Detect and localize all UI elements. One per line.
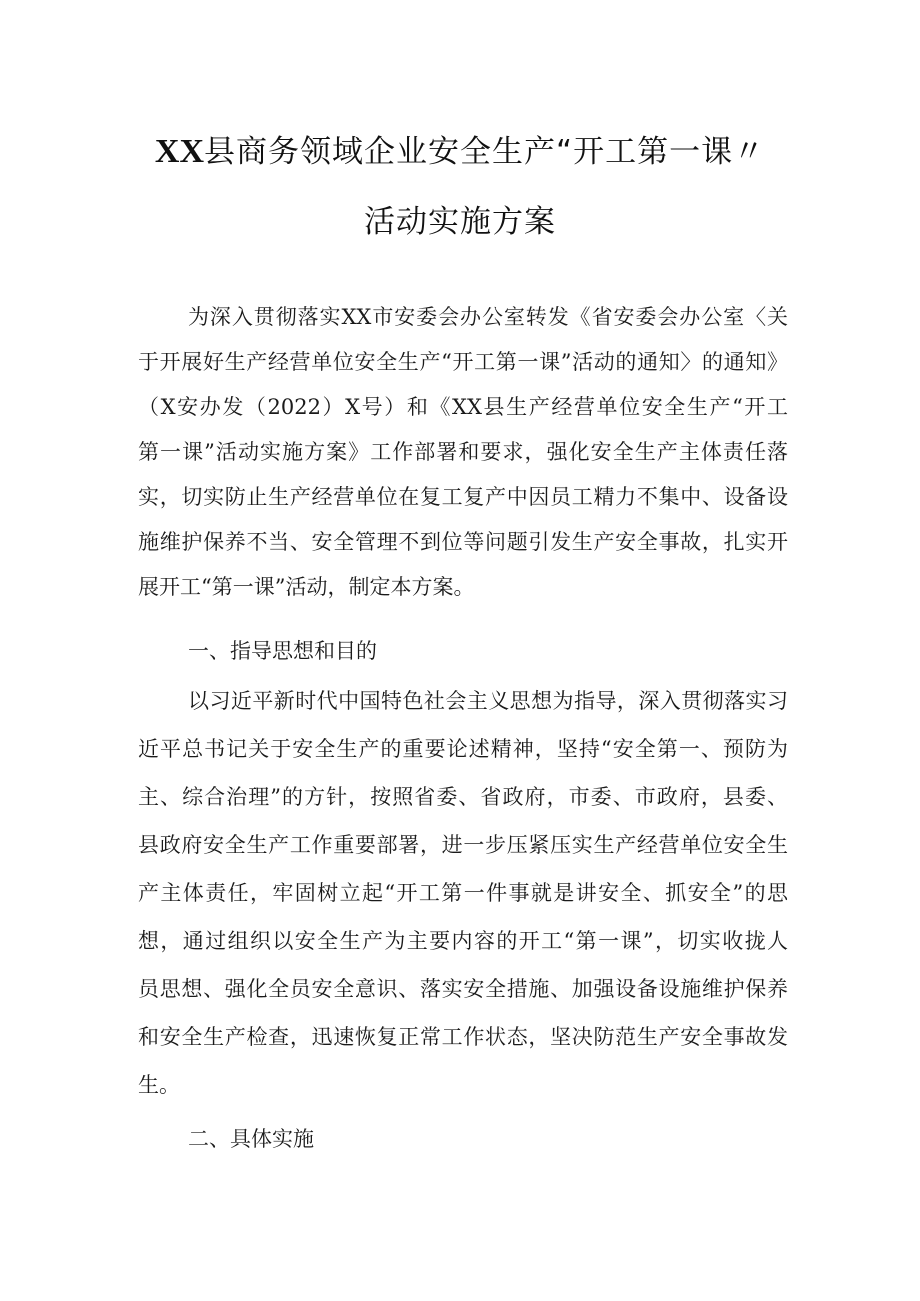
paragraph-line: 展开工“第一课”活动，制定本方案。 <box>138 575 475 599</box>
paragraph-line: 生。 <box>138 1073 180 1097</box>
section-heading-1: 一、指导思想和目的 <box>188 639 377 663</box>
paragraph-line: （X安办发（2022）X号）和《XX县生产经营单位安全生产“开工 <box>138 395 788 419</box>
paragraph-line: 想，通过组织以安全生产为主要内容的开工“第一课”，切实收拢人 <box>138 929 788 953</box>
paragraph-line: 县政府安全生产工作重要部署，进一步压紧压实生产经营单位安全生 <box>138 833 788 857</box>
paragraph-line: 和安全生产检查，迅速恢复正常工作状态，坚决防范生产安全事故发 <box>138 1025 788 1049</box>
document-title-line-2: 活动实施方案 <box>364 204 556 240</box>
paragraph-line: 以习近平新时代中国特色社会主义思想为指导，深入贯彻落实习 <box>188 689 788 713</box>
paragraph-line: 为深入贯彻落实XX市安委会办公室转发《省安委会办公室〈关 <box>188 305 788 329</box>
paragraph-line: 于开展好生产经营单位安全生产“开工第一课”活动的通知〉的通知》 <box>138 350 788 374</box>
title-county-placeholder: XX <box>154 133 205 170</box>
section-heading-2: 二、具体实施 <box>188 1127 314 1151</box>
document-title-line-1 <box>80 126 840 171</box>
paragraph-line: 施维护保养不当、安全管理不到位等问题引发生产安全事故，扎实开 <box>138 530 788 554</box>
paragraph-line: 第一课”活动实施方案》工作部署和要求，强化安全生产主体责任落 <box>138 440 788 464</box>
paragraph-line: 员思想、强化全员安全意识、落实安全措施、加强设备设施维护保养 <box>138 977 788 1001</box>
paragraph-line: 实，切实防止生产经营单位在复工复产中因员工精力不集中、设备设 <box>138 485 788 509</box>
paragraph-line: 产主体责任，牢固树立起“开工第一件事就是讲安全、抓安全”的思 <box>138 881 788 905</box>
paragraph-line: 近平总书记关于安全生产的重要论述精神，坚持“安全第一、预防为 <box>138 737 788 761</box>
title-main-text: 县商务领域企业安全生产“开工第一课〃 <box>204 134 766 170</box>
paragraph-line: 主、综合治理”的方针，按照省委、省政府，市委、市政府，县委、 <box>138 785 788 809</box>
